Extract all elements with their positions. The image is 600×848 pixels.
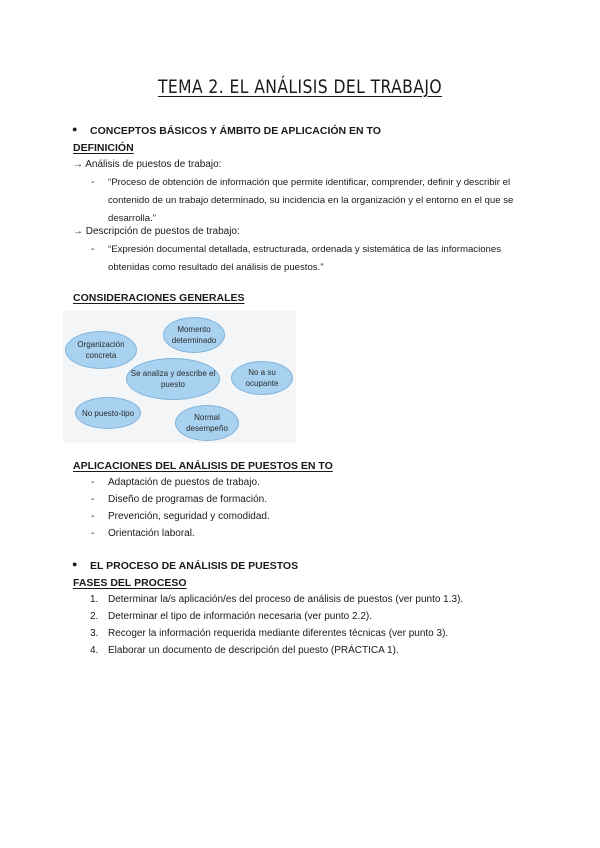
- list-item: Diseño de programas de formación.: [108, 494, 267, 505]
- subheading-aplicaciones: APLICACIONES DEL ANÁLISIS DE PUESTOS EN TO: [73, 460, 333, 472]
- dash-marker: -: [91, 244, 95, 255]
- list-item: Adaptación de puestos de trabajo.: [108, 477, 260, 488]
- step-text: Determinar el tipo de información necesaria (ver punto 2.2).: [108, 611, 373, 622]
- step-number: 2.: [90, 611, 99, 622]
- list-item: Prevención, seguridad y comodidad.: [108, 511, 270, 522]
- bubble-normal: Normal desempeño: [175, 405, 239, 441]
- subheading-consideraciones: CONSIDERACIONES GENERALES: [73, 292, 245, 304]
- step-number: 4.: [90, 645, 99, 656]
- step-text: Elaborar un documento de descripción del puesto (PRÁCTICA 1).: [108, 645, 399, 656]
- dash-marker: -: [91, 177, 95, 188]
- dash-marker: -: [91, 494, 95, 505]
- subheading-definicion: DEFINICIÓN: [73, 142, 134, 154]
- bubble-momento: Momento determinado: [163, 317, 225, 353]
- dash-marker: -: [91, 528, 95, 539]
- consideraciones-diagram: [63, 311, 296, 443]
- bubble-ocupante: No a su ocupante: [231, 361, 293, 395]
- subheading-fases: FASES DEL PROCESO: [73, 577, 187, 589]
- definition-item-analisis: → Análisis de puestos de trabajo:: [73, 159, 222, 170]
- definition-item-descripcion: → Descripción de puestos de trabajo:: [73, 226, 240, 237]
- definition-quote-analisis: “Proceso de obtención de información que permite identificar, comprender, definir y describir el contenido de un trabajo determinado, su incidencia en la organización y el entorno en el que se desarrolla.”: [108, 177, 514, 224]
- step-number: 3.: [90, 628, 99, 639]
- dash-marker: -: [91, 511, 95, 522]
- list-item: Orientación laboral.: [108, 528, 195, 539]
- step-number: 1.: [90, 594, 99, 605]
- step-text: Determinar la/s aplicación/es del proceso de análisis de puestos (ver punto 1.3).: [108, 594, 464, 605]
- dash-marker: -: [91, 477, 95, 488]
- definition-quote-descripcion: “Expresión documental detallada, estructurada, ordenada y sistemática de las informaciones obtenidas como resultado del análisis de puestos.”: [108, 244, 502, 273]
- bubble-puesto-tipo: No puesto-tipo: [75, 397, 141, 429]
- bubble-center: Se analiza y describe el puesto: [126, 358, 220, 400]
- page-title: TEMA 2. EL ANÁLISIS DEL TRABAJO: [157, 76, 443, 98]
- step-text: Recoger la información requerida mediante diferentes técnicas (ver punto 3).: [108, 628, 449, 639]
- bubble-organizacion: Organización concreta: [65, 331, 137, 369]
- section-heading-conceptos: ● CONCEPTOS BÁSICOS Y ÁMBITO DE APLICACIÓN EN TO: [90, 125, 381, 137]
- section-heading-proceso: ● EL PROCESO DE ANÁLISIS DE PUESTOS: [90, 560, 298, 572]
